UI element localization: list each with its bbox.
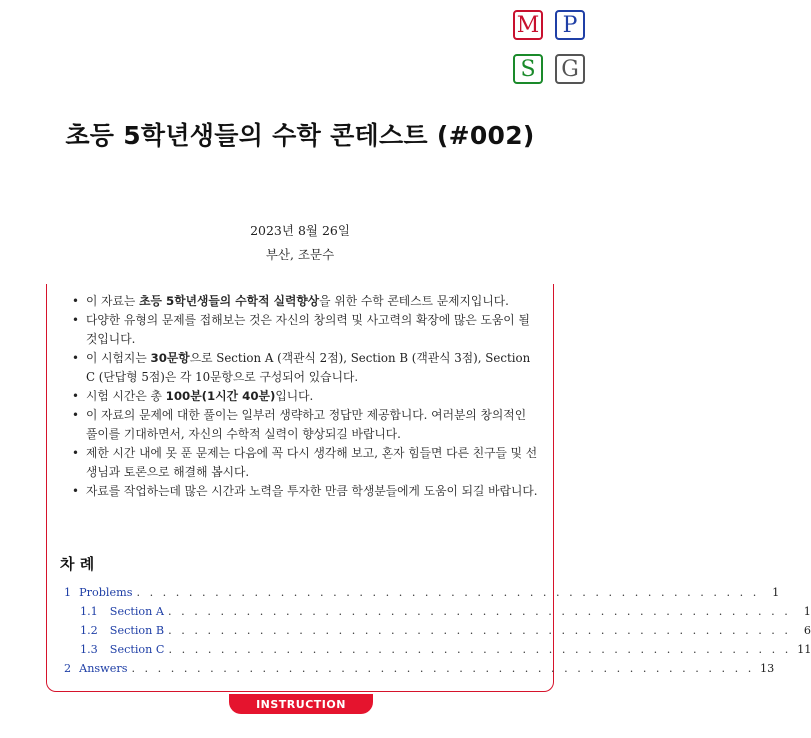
- toc-entry-section-a[interactable]: [64, 605, 811, 624]
- toc-entry-number: 1.3: [80, 643, 98, 656]
- toc-entry-link[interactable]: Problems: [79, 586, 133, 599]
- toc-leader-dots: . . . . . . . . . . . . . . . . . . . . . . . . . . . . . . . . . . . . . . . . . . . . . . . .: [168, 605, 791, 618]
- instruction-item: • 이 자료는 초등 5학년생들의 수학적 실력향상을 위한 수학 콘테스트 문제지입니다.: [64, 292, 540, 311]
- instruction-item: • 제한 시간 내에 못 푼 문제는 다음에 꼭 다시 생각해 보고, 혼자 힘들면 다른 친구들 및 선생님과 토론으로 해결해 봅시다.: [64, 444, 540, 482]
- instruction-label: INSTRUCTION: [229, 694, 373, 714]
- toc-entry-link[interactable]: Section B: [109, 624, 165, 637]
- instruction-item: • 이 자료의 문제에 대한 풀이는 일부러 생략하고 정답만 제공합니다. 여러분의 창의적인 풀이를 기대하면서, 자신의 수학적 실력이 향상되길 바랍니다.: [64, 406, 540, 444]
- toc-entry-link[interactable]: Section A: [109, 605, 164, 618]
- toc-entry-answers[interactable]: [64, 662, 775, 681]
- instruction-list: [64, 292, 540, 501]
- toc-entry-link[interactable]: Answers: [79, 662, 128, 675]
- logo-tile-m: M: [513, 10, 543, 40]
- logo-tile-p: P: [555, 10, 585, 40]
- toc-leader-dots: . . . . . . . . . . . . . . . . . . . . . . . . . . . . . . . . . . . . . . . . . . . . . . . .: [136, 586, 760, 599]
- mpsg-logo: [513, 10, 589, 86]
- instruction-item: • 이 시험지는 30문항으로 Section A (객관식 2점), Section B (객관식 3점), Section C (단답형 5점)은 각 10문항으로 구성되어 있습니다.: [64, 349, 540, 387]
- toc-entry-problems[interactable]: [64, 586, 780, 605]
- document-title: 초등 5학년생들의 수학 콘테스트 (#002): [65, 121, 535, 150]
- toc-entry-number: 1.1: [80, 605, 98, 618]
- toc-entry-number: 1: [64, 586, 72, 599]
- toc-entry-page: 1: [803, 605, 811, 618]
- toc-entry-section-b[interactable]: [64, 624, 811, 643]
- toc-entry-number: 2: [64, 662, 72, 675]
- toc-leader-dots: . . . . . . . . . . . . . . . . . . . . . . . . . . . . . . . . . . . . . . . . . . . . . . . .: [168, 643, 792, 656]
- toc-entry-page: 11: [797, 643, 811, 656]
- instruction-item: • 다양한 유형의 문제를 접해보는 것은 자신의 창의력 및 사고력의 확장에 많은 도움이 될 것입니다.: [64, 311, 540, 349]
- instruction-item: • 자료를 작업하는데 많은 시간과 노력을 투자한 만큼 학생분들에게 도움이 되길 바랍니다.: [64, 482, 540, 501]
- toc-entry-section-c[interactable]: [64, 643, 811, 662]
- table-of-contents: [64, 586, 811, 681]
- toc-entry-page: 6: [803, 624, 811, 637]
- logo-tile-g: G: [555, 54, 585, 84]
- toc-heading: 차 례: [60, 555, 95, 573]
- toc-leader-dots: . . . . . . . . . . . . . . . . . . . . . . . . . . . . . . . . . . . . . . . . . . . . . . . .: [168, 624, 791, 637]
- document-date: 2023년 8월 26일: [250, 223, 350, 238]
- document-author: 부산, 조문수: [265, 247, 335, 262]
- toc-entry-page: 1: [772, 586, 780, 599]
- toc-entry-link[interactable]: Section C: [109, 643, 165, 656]
- toc-leader-dots: . . . . . . . . . . . . . . . . . . . . . . . . . . . . . . . . . . . . . . . . . . . . . . . .: [131, 662, 755, 675]
- toc-entry-number: 1.2: [80, 624, 98, 637]
- instruction-item: • 시험 시간은 총 100분(1시간 40분)입니다.: [64, 387, 540, 406]
- toc-entry-page: 13: [760, 662, 775, 675]
- logo-tile-s: S: [513, 54, 543, 84]
